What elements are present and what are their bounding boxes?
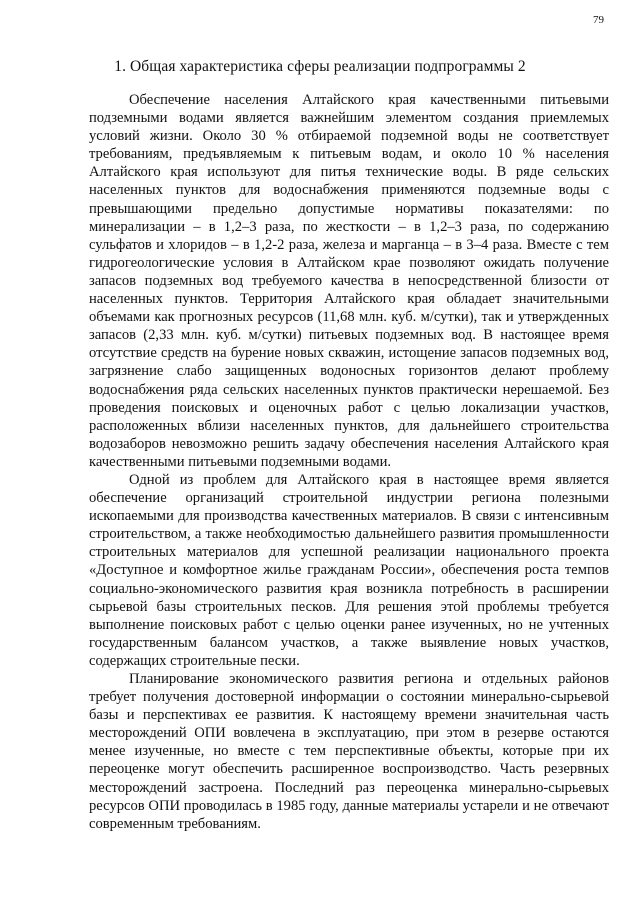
paragraph-construction-sands: Одной из проблем для Алтайского края в настоящее время является обеспечение организаций строительной индустрии региона полезными ископаемыми для производства качественных материалов. В связи с интенсивным строительством, а также необходимостью дальнейшего развития промышленности строительных материалов для успешной реализации национального проекта «Доступное и комфортное жилье гражданам России», обеспечения роста темпов социально-экономического развития края возникла потребность в расширении сырьевой базы строительных песков. Для решения этой проблемы требуется выполнение поисковых работ с целью оценки ранее изученных, но не учтенных государственным балансом участков, а также выявление новых участков, содержащих строительные пески. — [89, 471, 609, 669]
section-heading: 1. Общая характеристика сферы реализации подпрограммы 2 — [114, 58, 526, 75]
paragraph-water-supply: Обеспечение населения Алтайского края качественными питьевыми подземными водами является важнейшим элементом создания приемлемых условий жизни. Около 30 % отбираемой подземной воды не соответствует требованиям, предъявляемым к питьевым водам, и около 10 % населения Алтайского края используют для питья технические воды. В ряде сельских населенных пунктов для водоснабжения применяются подземные воды с превышающими предельно допустимые нормативы показателями: по минерализации – в 1,2–3 раза, по жесткости – в 1,2–3 раза, по содержанию сульфатов и хлоридов – в 1,2-2 раза, железа и марганца – в 3–4 раза. Вместе с тем гидрогеологические условия в Алтайском крае позволяют ожидать получение запасов подземных вод требуемого качества в непосредственной близости от населенных пунктов. Территория Алтайского края обладает значительными объемами как прогнозных ресурсов (11,68 млн. куб. м/сутки), так и утвержденных запасов (2,33 млн. куб. м/сутки) питьевых подземных вод. В настоящее время отсутствие средств на бурение новых скважин, истощение запасов подземных вод, загрязнение слабо защищенных водоносных горизонтов делают проблему водоснабжения ряда сельских населенных пунктов практически нерешаемой. Без проведения поисковых и оценочных работ с целью локализации участков, расположенных вблизи населенных пунктов, для дальнейшего строительства водозаборов невозможно решить задачу обеспечения населения Алтайского края качественными питьевыми подземными водами. — [89, 92, 609, 470]
paragraph-mineral-resources: Планирование экономического развития региона и отдельных районов требует получения достоверной информации о состоянии минерально-сырьевой базы и перспективах ее развития. К настоящему времени значительная часть месторождений ОПИ вовлечена в эксплуатацию, при этом в резерве остаются менее изученные, но вместе с тем перспективные объекты, которые при их переоценке могут обеспечить расширенное воспроизводство. Часть резервных месторождений застроена. Последний раз переоценка минерально-сырьевых ресурсов ОПИ проводилась в 1985 году, данные материалы устарели и не отвечают современным требованиям. — [89, 671, 609, 832]
page-number: 79 — [593, 14, 604, 26]
document-body — [89, 91, 609, 833]
